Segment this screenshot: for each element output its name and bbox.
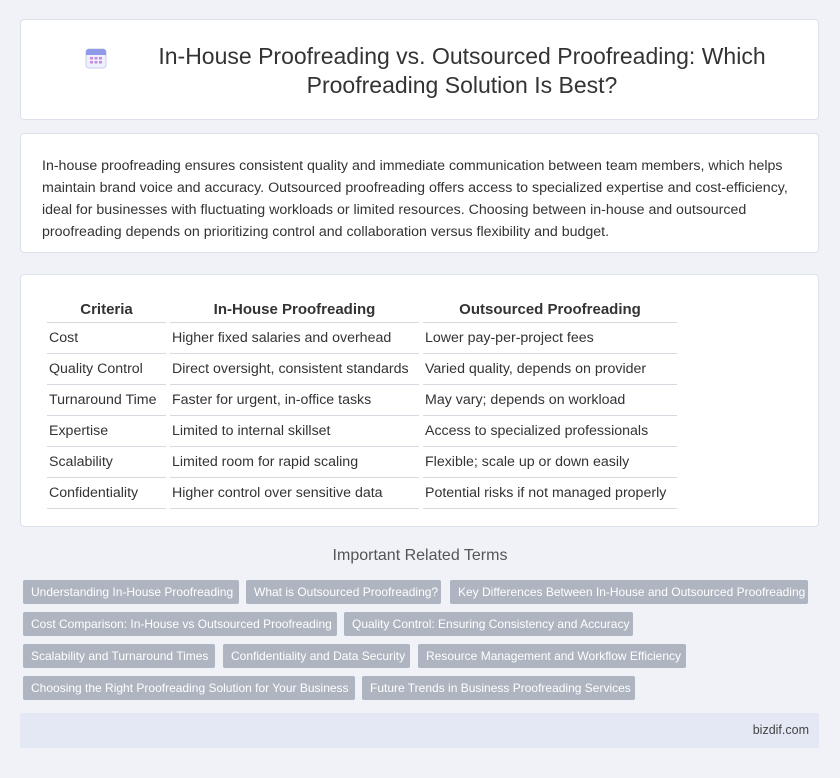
cell-outsourced: Flexible; scale up or down easily — [423, 447, 677, 478]
footer — [20, 713, 819, 748]
cell-criteria: Turnaround Time — [47, 385, 166, 416]
cell-outsourced: Lower pay-per-project fees — [423, 323, 677, 354]
related-tag[interactable]: Quality Control: Ensuring Consistency and Accuracy — [344, 612, 633, 636]
related-tag[interactable]: Understanding In-House Proofreading — [23, 580, 239, 604]
table-row — [47, 478, 677, 509]
related-tag[interactable]: What is Outsourced Proofreading? — [246, 580, 441, 604]
related-tag[interactable]: Future Trends in Business Proofreading Services — [362, 676, 635, 700]
table-row — [47, 354, 677, 385]
cell-criteria: Cost — [47, 323, 166, 354]
related-terms-title: Important Related Terms — [332, 547, 508, 564]
table-row — [47, 416, 677, 447]
table-header-row — [47, 296, 677, 323]
cell-in-house: Limited room for rapid scaling — [170, 447, 419, 478]
comparison-card — [20, 274, 819, 527]
cell-outsourced: Access to specialized professionals — [423, 416, 677, 447]
header-outsourced: Outsourced Proofreading — [423, 296, 677, 323]
cell-outsourced: Varied quality, depends on provider — [423, 354, 677, 385]
cell-criteria: Expertise — [47, 416, 166, 447]
calendar-icon — [84, 46, 108, 70]
footer-brand[interactable]: bizdif.com — [752, 723, 809, 737]
cell-criteria: Confidentiality — [47, 478, 166, 509]
table-row — [47, 323, 677, 354]
header-criteria: Criteria — [47, 296, 166, 323]
related-tag[interactable]: Cost Comparison: In-House vs Outsourced Proofreading — [23, 612, 337, 636]
cell-outsourced: May vary; depends on workload — [423, 385, 677, 416]
cell-in-house: Limited to internal skillset — [170, 416, 419, 447]
cell-criteria: Scalability — [47, 447, 166, 478]
cell-outsourced: Potential risks if not managed properly — [423, 478, 677, 509]
related-tag[interactable]: Resource Management and Workflow Efficiency — [418, 644, 686, 668]
cell-criteria: Quality Control — [47, 354, 166, 385]
table-row — [47, 447, 677, 478]
header-in-house: In-House Proofreading — [170, 296, 419, 323]
cell-in-house: Faster for urgent, in-office tasks — [170, 385, 419, 416]
intro-card — [20, 133, 819, 253]
comparison-table — [43, 296, 681, 509]
table-row — [47, 385, 677, 416]
cell-in-house: Higher fixed salaries and overhead — [170, 323, 419, 354]
related-tag[interactable]: Scalability and Turnaround Times — [23, 644, 215, 668]
related-tag[interactable]: Key Differences Between In-House and Outsourced Proofreading — [450, 580, 808, 604]
intro-paragraph: In-house proofreading ensures consistent quality and immediate communication between team members, which helps maintain brand voice and accuracy. Outsourced proofreading offers access to specialized expertise and cost-efficiency, ideal for businesses with fluctuating workloads or limited resources. Choosing between in-house and outsourced proofreading depends on prioritizing control and collaboration versus flexibility and budget. — [42, 158, 788, 240]
related-tag[interactable]: Confidentiality and Data Security — [223, 644, 410, 668]
related-tag[interactable]: Choosing the Right Proofreading Solution for Your Business — [23, 676, 355, 700]
cell-in-house: Higher control over sensitive data — [170, 478, 419, 509]
cell-in-house: Direct oversight, consistent standards — [170, 354, 419, 385]
page-title: In-House Proofreading vs. Outsourced Proofreading: Which Proofreading Solution Is Best? — [158, 43, 766, 98]
